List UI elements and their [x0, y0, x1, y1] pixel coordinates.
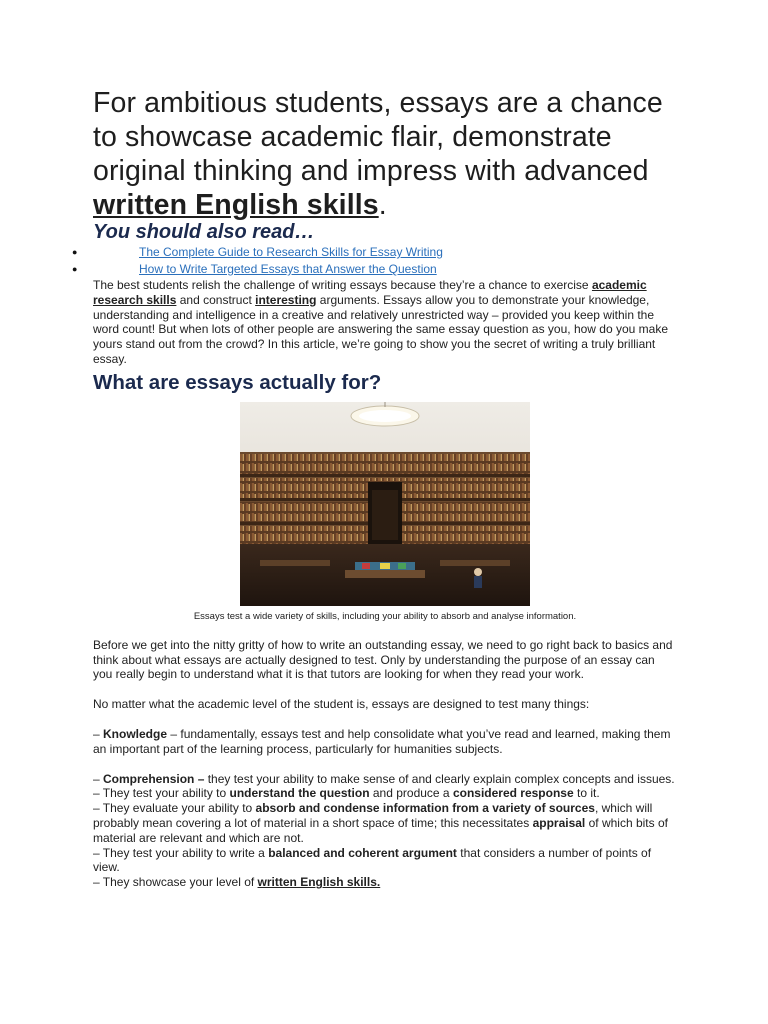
comprehension-text: they test your ability to make sense of and clearly explain complex concepts and issues. — [204, 771, 675, 786]
skill-2-text-3: to it. — [573, 786, 600, 801]
paragraph-nitty-gritty: Before we get into the nitty gritty of how to write an outstanding essay, we need to go right back to basics and think about what essays are actually designed to test. Only by understanding the purpose of an essay can you really begin to understand what it is that tutors are looking for when they read your work. — [93, 637, 673, 682]
intro-text: For ambitious students, essays are a chance to showcase academic flair, demonstrate original thinking and impress with advanced — [93, 87, 663, 187]
knowledge-dash: – — [93, 726, 104, 741]
also-read-list — [72, 244, 677, 278]
para1-text-2: and construct — [176, 292, 256, 307]
targeted-essays-link[interactable]: How to Write Targeted Essays that Answer the Question — [139, 262, 437, 276]
written-english-skills-link[interactable]: written English skills — [93, 189, 379, 221]
knowledge-term: Knowledge — [103, 726, 168, 741]
academic-research-skills-link[interactable]: academic research skills — [93, 278, 647, 307]
figure-caption: Essays test a wide variety of skills, including your ability to absorb and analyse information. — [193, 610, 577, 622]
knowledge-text: – fundamentally, essays test and help consolidate what you’ve read and learned, making them an important part of the learning process, particularly for humanities subjects. — [93, 726, 671, 756]
intro-period: . — [378, 189, 387, 221]
figure — [93, 402, 677, 623]
library-illustration — [240, 402, 530, 606]
bullet-icon: ● — [72, 264, 78, 274]
list-item — [72, 244, 677, 261]
para1-text-1: The best students relish the challenge of writing essays because they’re a chance to exercise — [93, 278, 592, 292]
written-english-skills-link-bottom[interactable]: written English skills. — [257, 875, 381, 890]
skill-4-text-2: that considers a number of points of view. — [93, 845, 652, 875]
skill-2-bold-1: understand the question — [229, 786, 370, 801]
interesting-link[interactable]: interesting — [255, 292, 317, 307]
comprehension-term: Comprehension – — [103, 771, 205, 786]
section-heading: What are essays actually for? — [93, 370, 382, 394]
skill-3-text-3: of which bits of material are relevant and which are not. — [93, 815, 668, 845]
skill-3-bold-2: appraisal — [532, 815, 586, 830]
comprehension-dash: – — [93, 771, 104, 786]
skill-4-text-1: – They test your ability to write a — [93, 845, 269, 860]
bullet-icon: ● — [72, 247, 78, 257]
list-item — [72, 261, 677, 278]
skill-4-bold-1: balanced and coherent argument — [268, 845, 457, 860]
knowledge-item — [93, 727, 677, 757]
paragraph-best-students — [93, 278, 677, 367]
library-photo — [240, 402, 530, 606]
article — [72, 86, 677, 890]
research-skills-guide-link[interactable]: The Complete Guide to Research Skills for Essay Writing — [139, 245, 443, 259]
skill-2-bold-2: considered response — [452, 786, 574, 801]
skills-list — [93, 772, 677, 890]
skill-2-text-1: – They test your ability to — [93, 786, 230, 801]
para1-text-3: arguments. Essays allow you to demonstrate your knowledge, understanding and intelligence in a creative and relatively unrestricted way – provided you keep within the word count! But when lots of other people are answering the same essay question as you, how do you make yours stand out from the crowd? In this article, we’re going to show you the secret of writing a truly brilliant essay. — [93, 292, 669, 366]
also-read-heading: You should also read… — [93, 221, 315, 243]
skill-3-text-1: – They evaluate your ability to — [93, 801, 256, 816]
skill-3-text-2: , which will probably mean covering a lot of material in a short space of time; this necessitates — [93, 801, 653, 830]
skill-2-text-2: and produce a — [369, 786, 453, 801]
intro-paragraph — [93, 86, 677, 222]
skill-3-bold-1: absorb and condense information from a variety of sources — [255, 801, 595, 816]
skill-5-text-1: – They showcase your level of — [93, 875, 258, 890]
paragraph-academic-level: No matter what the academic level of the student is, essays are designed to test many things: — [93, 697, 590, 712]
